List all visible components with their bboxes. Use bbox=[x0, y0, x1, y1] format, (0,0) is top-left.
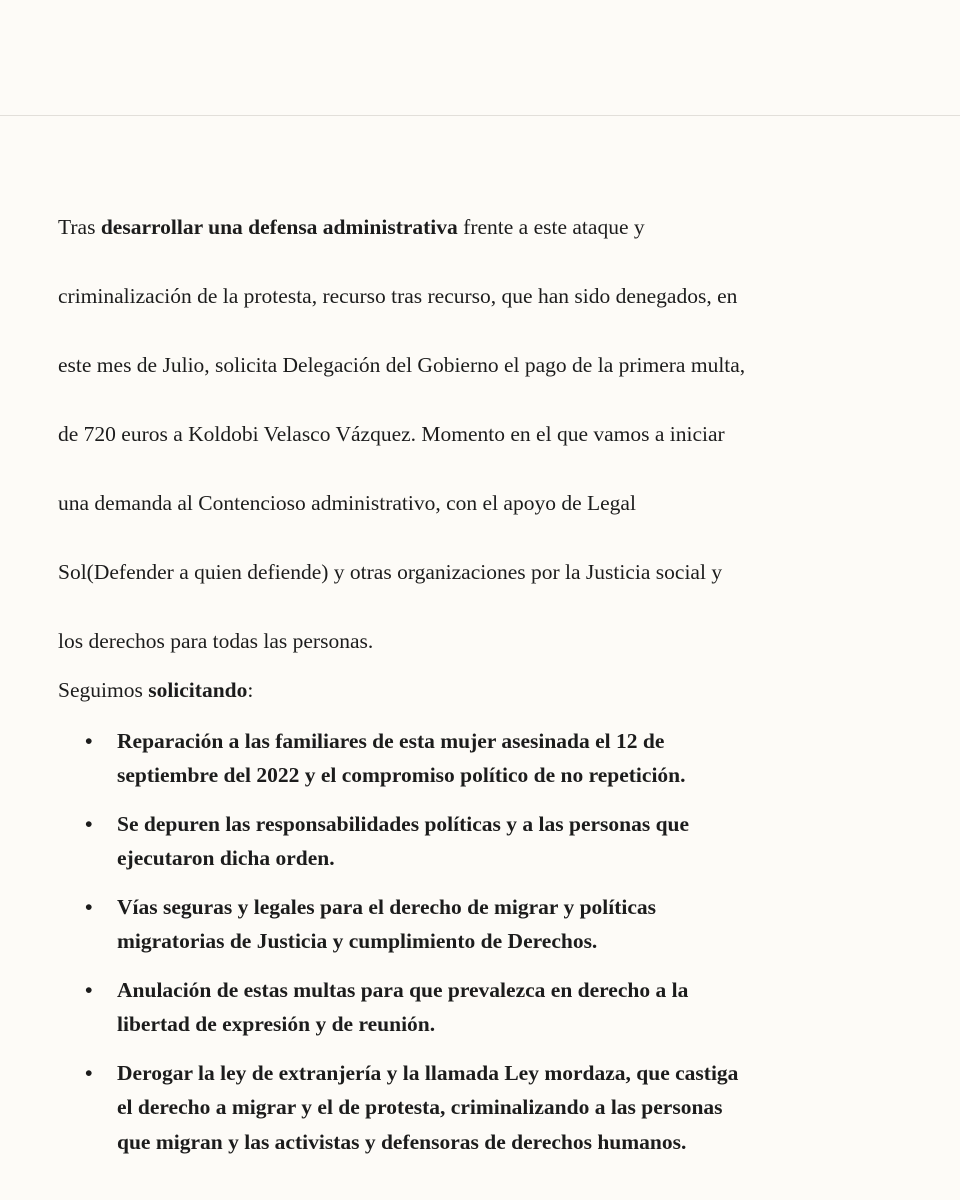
top-divider bbox=[0, 115, 960, 116]
intro-line: Tras desarrollar una defensa administrativa frente a este ataque y bbox=[58, 214, 645, 239]
bullet-icon: • bbox=[85, 894, 93, 919]
intro-line: este mes de Julio, solicita Delegación del Gobierno el pago de la primera multa, bbox=[58, 352, 746, 377]
intro-line: los derechos para todas las personas. bbox=[58, 628, 374, 653]
bold-phrase: desarrollar una defensa administrativa bbox=[100, 214, 458, 239]
bullet-icon: • bbox=[85, 1060, 93, 1085]
bullet-icon: • bbox=[85, 811, 93, 836]
bullet-icon: • bbox=[85, 977, 93, 1002]
bullet-icon: • bbox=[85, 728, 93, 753]
intro-line: una demanda al Contencioso administrativo, con el apoyo de Legal bbox=[58, 490, 636, 515]
list-item: • Se depuren las responsabilidades políticas y a las personas que ejecutaron dicha orden. bbox=[58, 807, 908, 876]
intro-line: de 720 euros a Koldobi Velasco Vázquez. Momento en el que vamos a iniciar bbox=[58, 421, 725, 446]
list-item: • Vías seguras y legales para el derecho de migrar y políticas migratorias de Justicia y cumplimiento de Derechos. bbox=[58, 890, 908, 959]
list-item: • Anulación de estas multas para que prevalezca en derecho a la libertad de expresión y de reunión. bbox=[58, 973, 908, 1042]
list-item: • Derogar la ley de extranjería y la llamada Ley mordaza, que castiga el derecho a migrar y el de protesta, criminalizando a las personas que migran y las activistas y defensoras de derechos humanos. bbox=[58, 1056, 908, 1160]
intro-line: criminalización de la protesta, recurso tras recurso, que han sido denegados, en bbox=[58, 283, 738, 308]
requests-list bbox=[58, 724, 908, 1160]
list-item: • Reparación a las familiares de esta mujer asesinada el 12 de septiembre del 2022 y el compromiso político de no repetición. bbox=[58, 724, 908, 793]
requests-heading: Seguimos solicitando: bbox=[58, 678, 254, 702]
intro-line: Sol(Defender a quien defiende) y otras organizaciones por la Justicia social y bbox=[58, 559, 723, 584]
bold-phrase: solicitando bbox=[148, 678, 248, 702]
document-body bbox=[58, 175, 908, 1173]
intro-paragraph bbox=[58, 175, 908, 658]
